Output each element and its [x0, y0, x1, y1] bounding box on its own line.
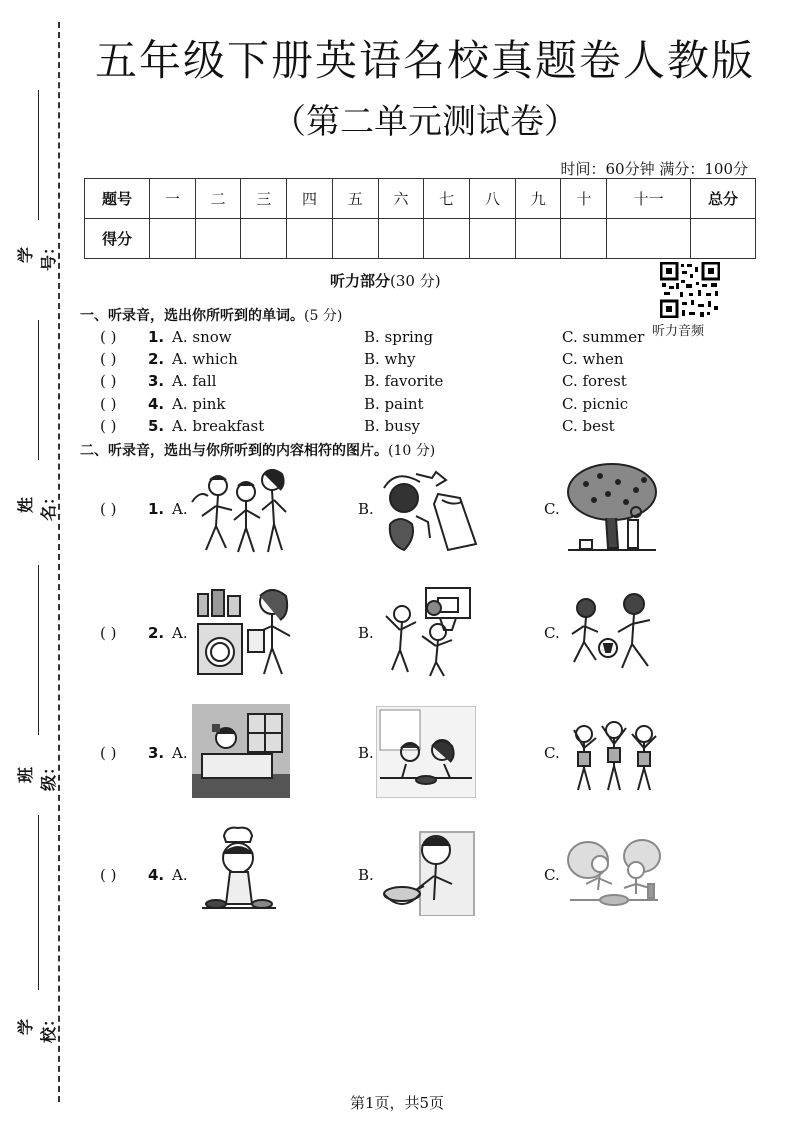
option-a: A.: [172, 624, 188, 642]
question-number: 3.: [148, 744, 165, 762]
answer-blank[interactable]: ( ): [100, 624, 117, 642]
question-number: 5.: [148, 417, 165, 435]
student-id-label: 学号：: [16, 239, 58, 272]
score-cell[interactable]: [150, 219, 196, 259]
score-cell[interactable]: [470, 219, 516, 259]
score-cell[interactable]: [424, 219, 470, 259]
option-b: B. why: [364, 350, 416, 368]
part2-points: (10 分): [388, 443, 436, 459]
option-a: A. snow: [172, 328, 232, 346]
listening-title: 听力部分: [330, 272, 391, 290]
score-col-3: 三: [241, 179, 287, 219]
name-label: 姓名：: [16, 489, 58, 522]
exercise-picture[interactable]: [566, 710, 662, 796]
part1-question: [100, 350, 760, 370]
score-cell-total[interactable]: [691, 219, 756, 259]
class-label: 班级：: [16, 759, 58, 792]
score-table-score-row: [85, 219, 756, 259]
picnic-picture[interactable]: [566, 834, 662, 912]
answer-blank[interactable]: ( ): [100, 328, 117, 346]
option-a: A. breakfast: [172, 417, 265, 435]
exam-subtitle: （第二单元测试卷）: [272, 102, 578, 142]
part1-question: [100, 417, 760, 437]
option-b: B. paint: [364, 395, 424, 413]
school-label: 学校：: [16, 1011, 58, 1044]
binding-dashed-line: [58, 22, 60, 1102]
score-table: [84, 178, 756, 259]
school-underline: [38, 815, 39, 990]
part1-title-text: 一、听录音，选出你所听到的单词。: [80, 308, 304, 324]
name-underline: [38, 320, 39, 460]
qr-code-icon[interactable]: [660, 262, 720, 318]
option-b: B.: [358, 866, 374, 884]
part1-points: (5 分): [304, 308, 343, 324]
option-c: C.: [544, 866, 560, 884]
page-footer: 第1页，共5页: [349, 1094, 445, 1112]
answer-blank[interactable]: ( ): [100, 500, 117, 518]
answer-blank[interactable]: ( ): [100, 395, 117, 413]
option-a: A. which: [172, 350, 238, 368]
option-c: C. picnic: [562, 395, 629, 413]
option-a: A.: [172, 866, 188, 884]
option-a: A.: [172, 744, 188, 762]
exam-time-score: 时间：60分钟 满分：100分: [560, 160, 748, 178]
listening-points: (30 分): [390, 272, 441, 290]
option-a: A.: [172, 500, 188, 518]
answer-blank[interactable]: ( ): [100, 866, 117, 884]
score-table-row1-label: 题号: [85, 179, 150, 219]
score-cell[interactable]: [287, 219, 333, 259]
cooking-picture[interactable]: [196, 826, 280, 920]
score-col-4: 四: [287, 179, 333, 219]
score-col-2: 二: [195, 179, 241, 219]
question-number: 3.: [148, 372, 165, 390]
score-cell[interactable]: [607, 219, 691, 259]
score-col-6: 六: [378, 179, 424, 219]
question-number: 4.: [148, 395, 165, 413]
option-c: C.: [544, 744, 560, 762]
part2-question: [100, 584, 760, 694]
washing-clothes-picture[interactable]: [192, 584, 298, 678]
score-col-total: 总分: [691, 179, 756, 219]
bedroom-picture[interactable]: [192, 704, 290, 798]
option-b: B. favorite: [364, 372, 444, 390]
option-b: B. busy: [364, 417, 420, 435]
option-b: B.: [358, 500, 374, 518]
option-c: C.: [544, 624, 560, 642]
part2-question: [100, 826, 760, 936]
answer-blank[interactable]: ( ): [100, 744, 117, 762]
part2-title-text: 二、听录音，选出与你所听到的内容相符的图片。: [80, 443, 388, 459]
score-cell[interactable]: [332, 219, 378, 259]
question-number: 2.: [148, 350, 165, 368]
exam-title: 五年级下册英语名校真题卷人教版: [94, 36, 755, 85]
student-id-underline: [38, 90, 39, 220]
option-c: C. when: [562, 350, 624, 368]
answer-blank[interactable]: ( ): [100, 350, 117, 368]
part2-question: [100, 460, 760, 570]
football-picture[interactable]: [566, 592, 662, 676]
qr-label: 听力音频: [652, 324, 705, 339]
class-underline: [38, 565, 39, 735]
listening-section-title: [330, 270, 441, 291]
option-b: B.: [358, 744, 374, 762]
score-cell[interactable]: [561, 219, 607, 259]
option-b: B. spring: [364, 328, 434, 346]
answer-blank[interactable]: ( ): [100, 372, 117, 390]
score-table-header-row: [85, 179, 756, 219]
option-c: C. best: [562, 417, 615, 435]
score-col-1: 一: [150, 179, 196, 219]
part2-question: [100, 704, 760, 814]
cooking-pan-picture[interactable]: [376, 828, 476, 916]
score-col-8: 八: [470, 179, 516, 219]
option-c: C.: [544, 500, 560, 518]
part1-question: [100, 395, 760, 415]
part1-question: [100, 372, 760, 392]
option-a: A. fall: [172, 372, 217, 390]
score-cell[interactable]: [515, 219, 561, 259]
dinner-picture[interactable]: [376, 706, 476, 798]
option-a: A. pink: [172, 395, 226, 413]
score-cell[interactable]: [378, 219, 424, 259]
question-number: 4.: [148, 866, 165, 884]
score-cell[interactable]: [195, 219, 241, 259]
clothes-picture[interactable]: [376, 464, 478, 554]
option-c: C. summer: [562, 328, 645, 346]
question-number: 2.: [148, 624, 165, 642]
score-col-5: 五: [332, 179, 378, 219]
apple-tree-picture[interactable]: [566, 462, 658, 556]
question-number: 1.: [148, 328, 165, 346]
people-walking-picture[interactable]: [190, 466, 300, 558]
score-cell[interactable]: [241, 219, 287, 259]
question-number: 1.: [148, 500, 165, 518]
score-col-9: 九: [515, 179, 561, 219]
option-b: B.: [358, 624, 374, 642]
score-col-11: 十一: [607, 179, 691, 219]
score-col-7: 七: [424, 179, 470, 219]
option-c: C. forest: [562, 372, 627, 390]
part1-question: [100, 328, 760, 348]
part2-title: [80, 440, 435, 460]
score-table-row2-label: 得分: [85, 219, 150, 259]
answer-blank[interactable]: ( ): [100, 417, 117, 435]
basketball-picture[interactable]: [376, 586, 478, 678]
score-col-10: 十: [561, 179, 607, 219]
part1-title: [80, 305, 342, 325]
